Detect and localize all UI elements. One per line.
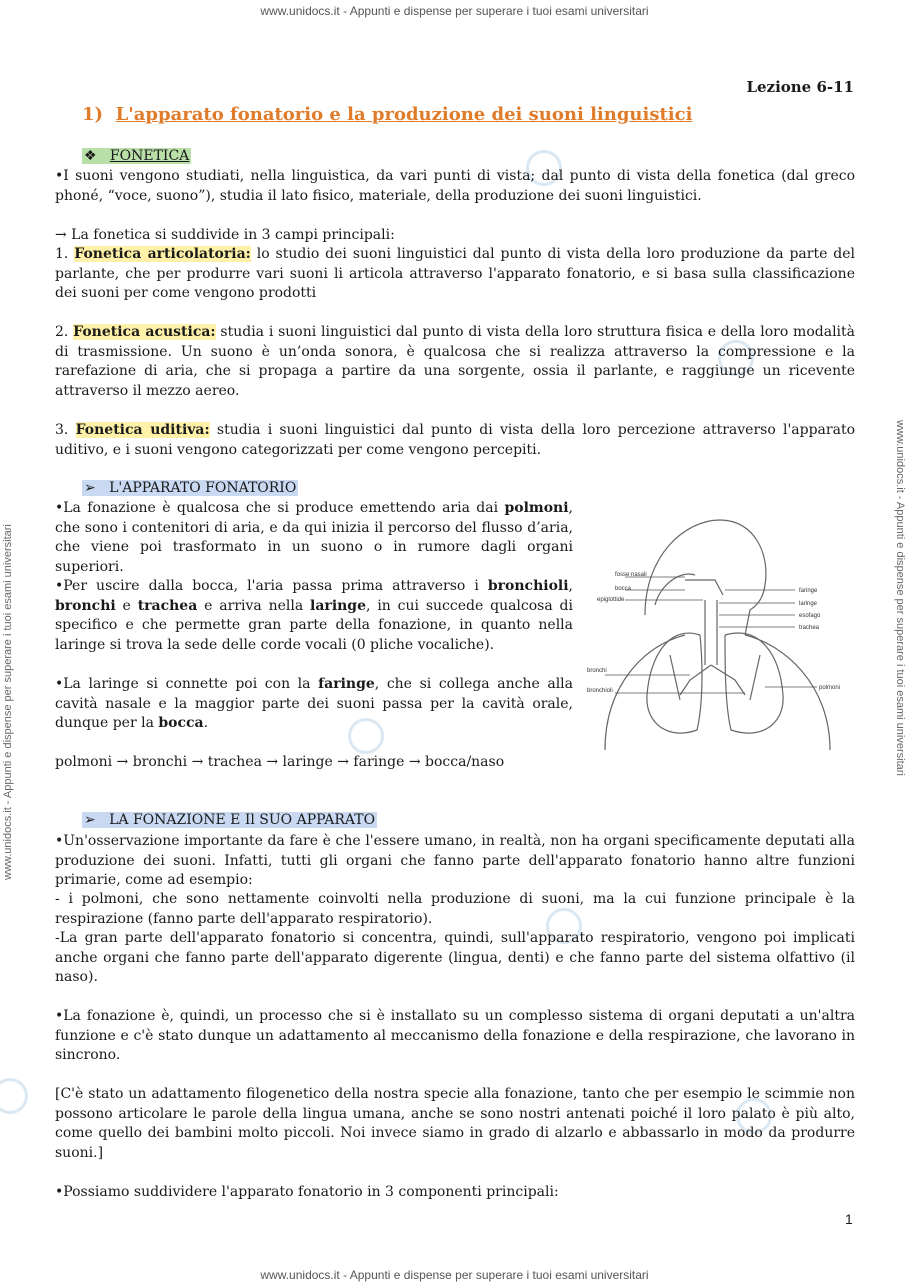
highlight-term: Fonetica uditiva: — [75, 422, 210, 438]
diamond-bullet-icon: ❖ — [84, 148, 97, 164]
paragraph: [C'è stato un adattamento filogenetico della nostra specie alla fonazione, tanto che per esempio le scimmie non possono articolare le parole della lingua umana, anche se sono nostri antenati poiché il loro palato è più alto, come quello dei bambini molto piccoli. Noi invece siamo in grado di alzarlo e abbassarlo in modo da produrre suoni.] — [55, 1086, 855, 1161]
label-polmoni: polmoni — [819, 685, 841, 691]
paragraph: •I suoni vengono studiati, nella linguistica, da vari punti di vista; dal punto di vista della fonetica (dal greco phoné, “voce, suono”), studia il lato fisico, materiale, della produzione dei suoni linguistici. — [55, 168, 855, 204]
bold-term: bronchioli — [487, 578, 569, 594]
paragraph: •Possiamo suddividere l'apparato fonatorio in 3 componenti principali: — [55, 1184, 559, 1200]
text: e — [115, 597, 138, 614]
watermark-logo-icon — [0, 1078, 28, 1114]
paragraph: -La gran parte dell'apparato fonatorio si concentra, quindi, sull'apparato respiratorio, vengono poi implicati anche organi che fanno parte dell'apparato digerente (lingua, denti) e che fanno parte del sistema olfattivo (il naso). — [55, 930, 855, 985]
watermark-top: www.unidocs.it - Appunti e dispense per superare i tuoi esami universitari — [260, 4, 649, 18]
watermark-right: www.unidocs.it - Appunti e dispense per superare i tuoi esami universitari — [894, 420, 906, 776]
watermark-bottom: www.unidocs.it - Appunti e dispense per superare i tuoi esami universitari — [260, 1268, 649, 1282]
highlight-term: Fonetica acustica: — [73, 324, 216, 340]
highlight-term: Fonetica articolatoria: — [74, 246, 251, 262]
lesson-label: Lezione 6-11 — [746, 78, 854, 96]
label-trachea: trachea — [799, 625, 820, 631]
bold-term: laringe — [310, 597, 367, 614]
label-laringe: laringe — [799, 601, 818, 607]
label-bocca: bocca — [615, 586, 632, 592]
label-fosse-nasali: fosse nasali — [615, 572, 647, 578]
bold-term: trachea — [137, 597, 198, 614]
text: studia i suoni linguistici dal punto di vista della loro struttura fisica e della loro modalità di trasmissione. Un suono è un’onda sonora, è qualcosa che si realizza attraverso la compressione e la rarefazione di aria, che si propaga a partire da una sorgente, ossia il parlante, e raggiunge un ricevente attraverso il mezzo aereo. — [55, 324, 855, 399]
bold-term: polmoni — [504, 500, 569, 516]
label-faringe: faringe — [799, 588, 818, 594]
text: , che sono i contenitori di aria, e da qui inizia il percorso del flusso d’aria, che viene poi trasformato in un suono o in rumore dagli organi superiori. — [55, 500, 573, 575]
section-apparato — [82, 480, 298, 496]
page-number: 1 — [845, 1211, 853, 1227]
arrow-bullet-icon: ➢ — [84, 812, 96, 828]
section-fonetica — [82, 148, 191, 164]
section-label: FONETICA — [109, 148, 190, 164]
bold-term: faringe — [318, 676, 375, 692]
paragraph: •Un'osservazione importante da fare è che l'essere umano, in realtà, non ha organi specificamente deputati alla produzione dei suoni. Infatti, tutti gli organi che fanno parte dell'apparato fonatorio hanno altre funzioni primarie, come ad esempio: — [55, 833, 855, 888]
text: e arriva nella — [197, 597, 311, 614]
paragraph — [55, 421, 855, 460]
section-label: LA FONAZIONE E Il SUO APPARATO — [109, 812, 376, 828]
text: , in cui succede qualcosa di specifico e che permette gran parte della fonazione, in quanto nella laringe si trova la sede delle corde vocali (0 pliche vocaliche). — [55, 597, 573, 653]
text: . — [203, 715, 209, 731]
paragraph — [55, 323, 855, 401]
page-title — [82, 104, 692, 125]
list-number: 1. — [55, 246, 69, 262]
bold-term: bronchi — [55, 597, 116, 614]
title-text: L'apparato fonatorio e la produzione dei suoni linguistici — [115, 104, 693, 125]
label-epiglottide: epiglottide — [597, 597, 625, 603]
section-label: L'APPARATO FONATORIO — [109, 480, 297, 496]
label-bronchi: bronchi — [587, 668, 607, 674]
text: •La laringe si connette poi con la — [55, 676, 319, 692]
paragraph: - i polmoni, che sono nettamente coinvolti nella produzione di suoni, ma la cui funzione principale è la respirazione (fanno parte dell'apparato respiratorio). — [55, 891, 855, 927]
arrow-bullet-icon: ➢ — [84, 480, 96, 496]
paragraph — [55, 499, 573, 577]
label-esofago: esofago — [799, 613, 821, 619]
respiratory-system-diagram — [585, 515, 847, 750]
list-number: 3. — [55, 422, 69, 438]
text: studia i suoni linguistici dal punto di vista della loro percezione attraverso l'apparato uditivo, e i suoni vengono categorizzati per come vengono percepiti. — [55, 422, 856, 458]
text: •Per uscire dalla bocca, l'aria passa prima attraverso i — [55, 578, 488, 594]
title-number: 1) — [82, 104, 104, 125]
paragraph — [55, 675, 573, 734]
bold-term: bocca — [158, 715, 204, 731]
paragraph: → La fonetica si suddivide in 3 campi principali: — [55, 227, 395, 243]
paragraph: polmoni → bronchi → trachea → laringe → faringe → bocca/naso — [55, 754, 505, 770]
paragraph — [55, 577, 573, 655]
watermark-left: www.unidocs.it - Appunti e dispense per superare i tuoi esami universitari — [2, 524, 14, 880]
list-number: 2. — [55, 324, 69, 340]
section-fonazione — [82, 812, 377, 828]
text: •La fonazione è qualcosa che si produce emettendo aria dai — [55, 500, 505, 516]
paragraph: •La fonazione è, quindi, un processo che si è installato su un complesso sistema di organi deputati a un'altra funzione e c'è stato dunque un adattamento al meccanismo della fonazione e della respirazione, che lavorano in sincrono. — [55, 1008, 855, 1063]
text: lo studio dei suoni linguistici dal punto di vista della loro produzione da parte del parlante, che per produrre vari suoni li articola attraverso l'apparato fonatorio, e si basa sulla classificazione dei suoni per come vengono prodotti — [55, 246, 856, 301]
label-bronchioli: bronchioli — [587, 688, 613, 694]
text: , — [568, 578, 573, 594]
text: , che si collega anche alla cavità nasale e la maggior parte dei suoni passa per la cavità orale, dunque per la — [55, 676, 573, 731]
paragraph — [55, 245, 855, 304]
